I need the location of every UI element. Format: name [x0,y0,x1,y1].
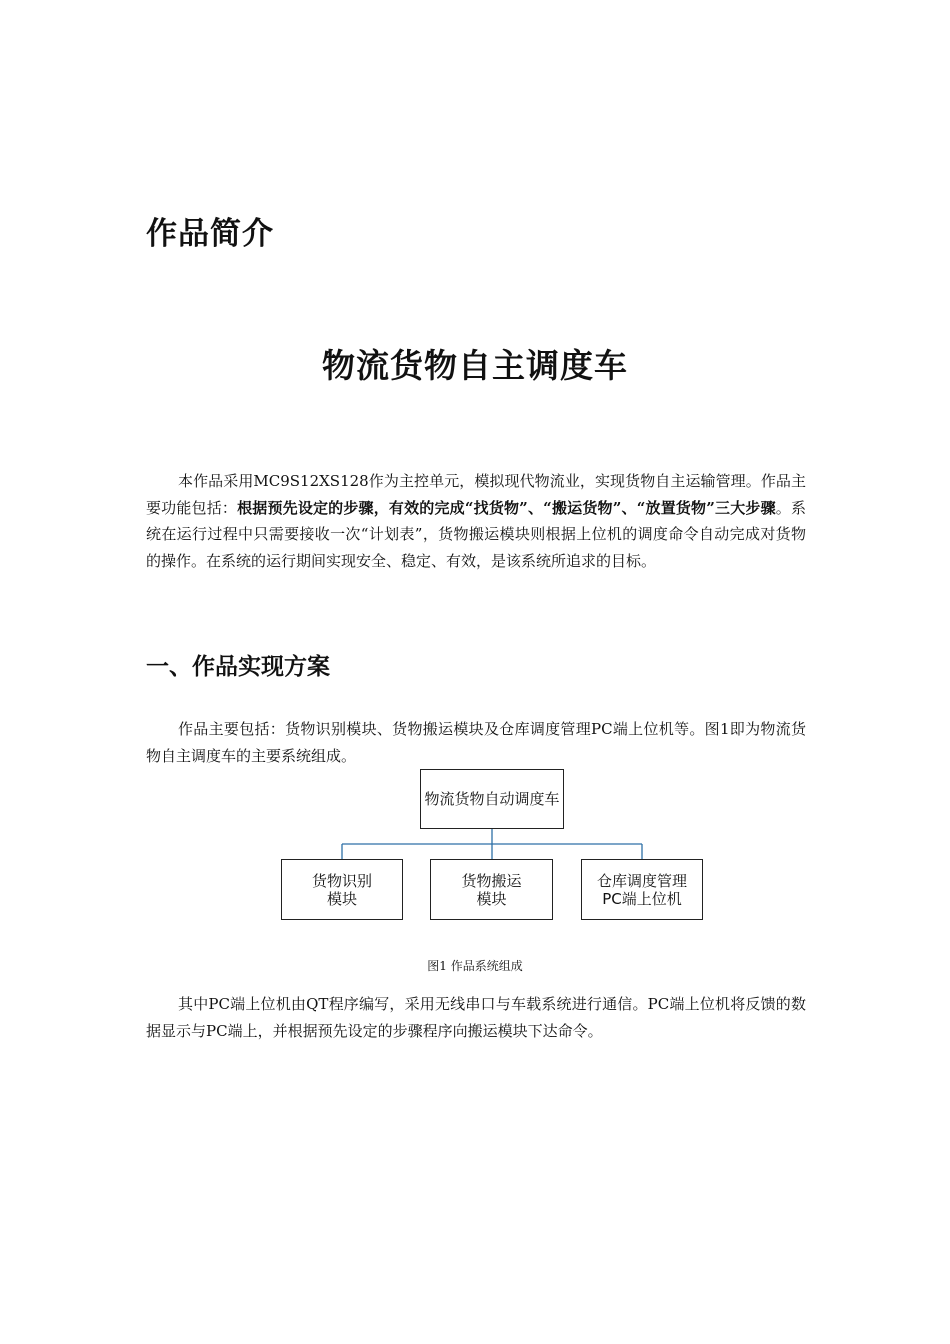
diagram-node-label-line1: 仓库调度管理 [596,871,687,890]
diagram-node-label-line1: 货物识别 [311,871,372,890]
section1-paragraph: 作品主要包括：货物识别模块、货物搬运模块及仓库调度管理PC端上位机等。图1即为物流货物自主调度车的主要系统组成。 [146,720,806,765]
connector-lines [342,829,642,859]
intro-text-part1: 本作品采用MC9S12XS128作为主控单元，模拟现代物流业，实现货物自主运输管理。作品主要功能包括： [146,472,806,517]
diagram-node-transport [430,859,553,920]
diagram-node-label-line1: 货物搬运 [461,871,522,890]
diagram-root-label: 物流货物自动调度车 [424,790,560,808]
diagram-node-label-line2: 模块 [326,889,357,908]
section1-heading: 一、作品实现方案 [146,654,330,680]
diagram-node-label-line2: PC端上位机 [602,889,682,908]
document-title: 物流货物自主调度车 [322,346,628,385]
intro-paragraph [146,468,806,574]
section1-paragraph-2: 其中PC端上位机由QT程序编写，采用无线串口与车载系统进行通信。PC端上位机将反馈的数据显示与PC端上，并根据预先设定的步骤程序向搬运模块下达命令。 [146,995,806,1040]
diagram-node-recognition [281,859,403,920]
figure-caption: 图1 作品系统组成 [427,959,523,973]
section-heading: 作品简介 [146,216,274,252]
diagram-root-box [420,769,564,829]
intro-text-part2: 。系统在运行过程中只需要接收一次“计划表”，货物搬运模块则根据上位机的调度命令自动完成对货物的操作。在系统的运行期间实现安全、稳定、有效，是该系统所追求的目标。 [146,498,806,570]
diagram-node-label-line2: 模块 [476,889,507,908]
intro-text-bold: 根据预先设定的步骤，有效的完成“找货物”、“搬运货物”、“放置货物”三大步骤 [237,498,776,517]
diagram-node-warehouse-pc [581,859,703,920]
